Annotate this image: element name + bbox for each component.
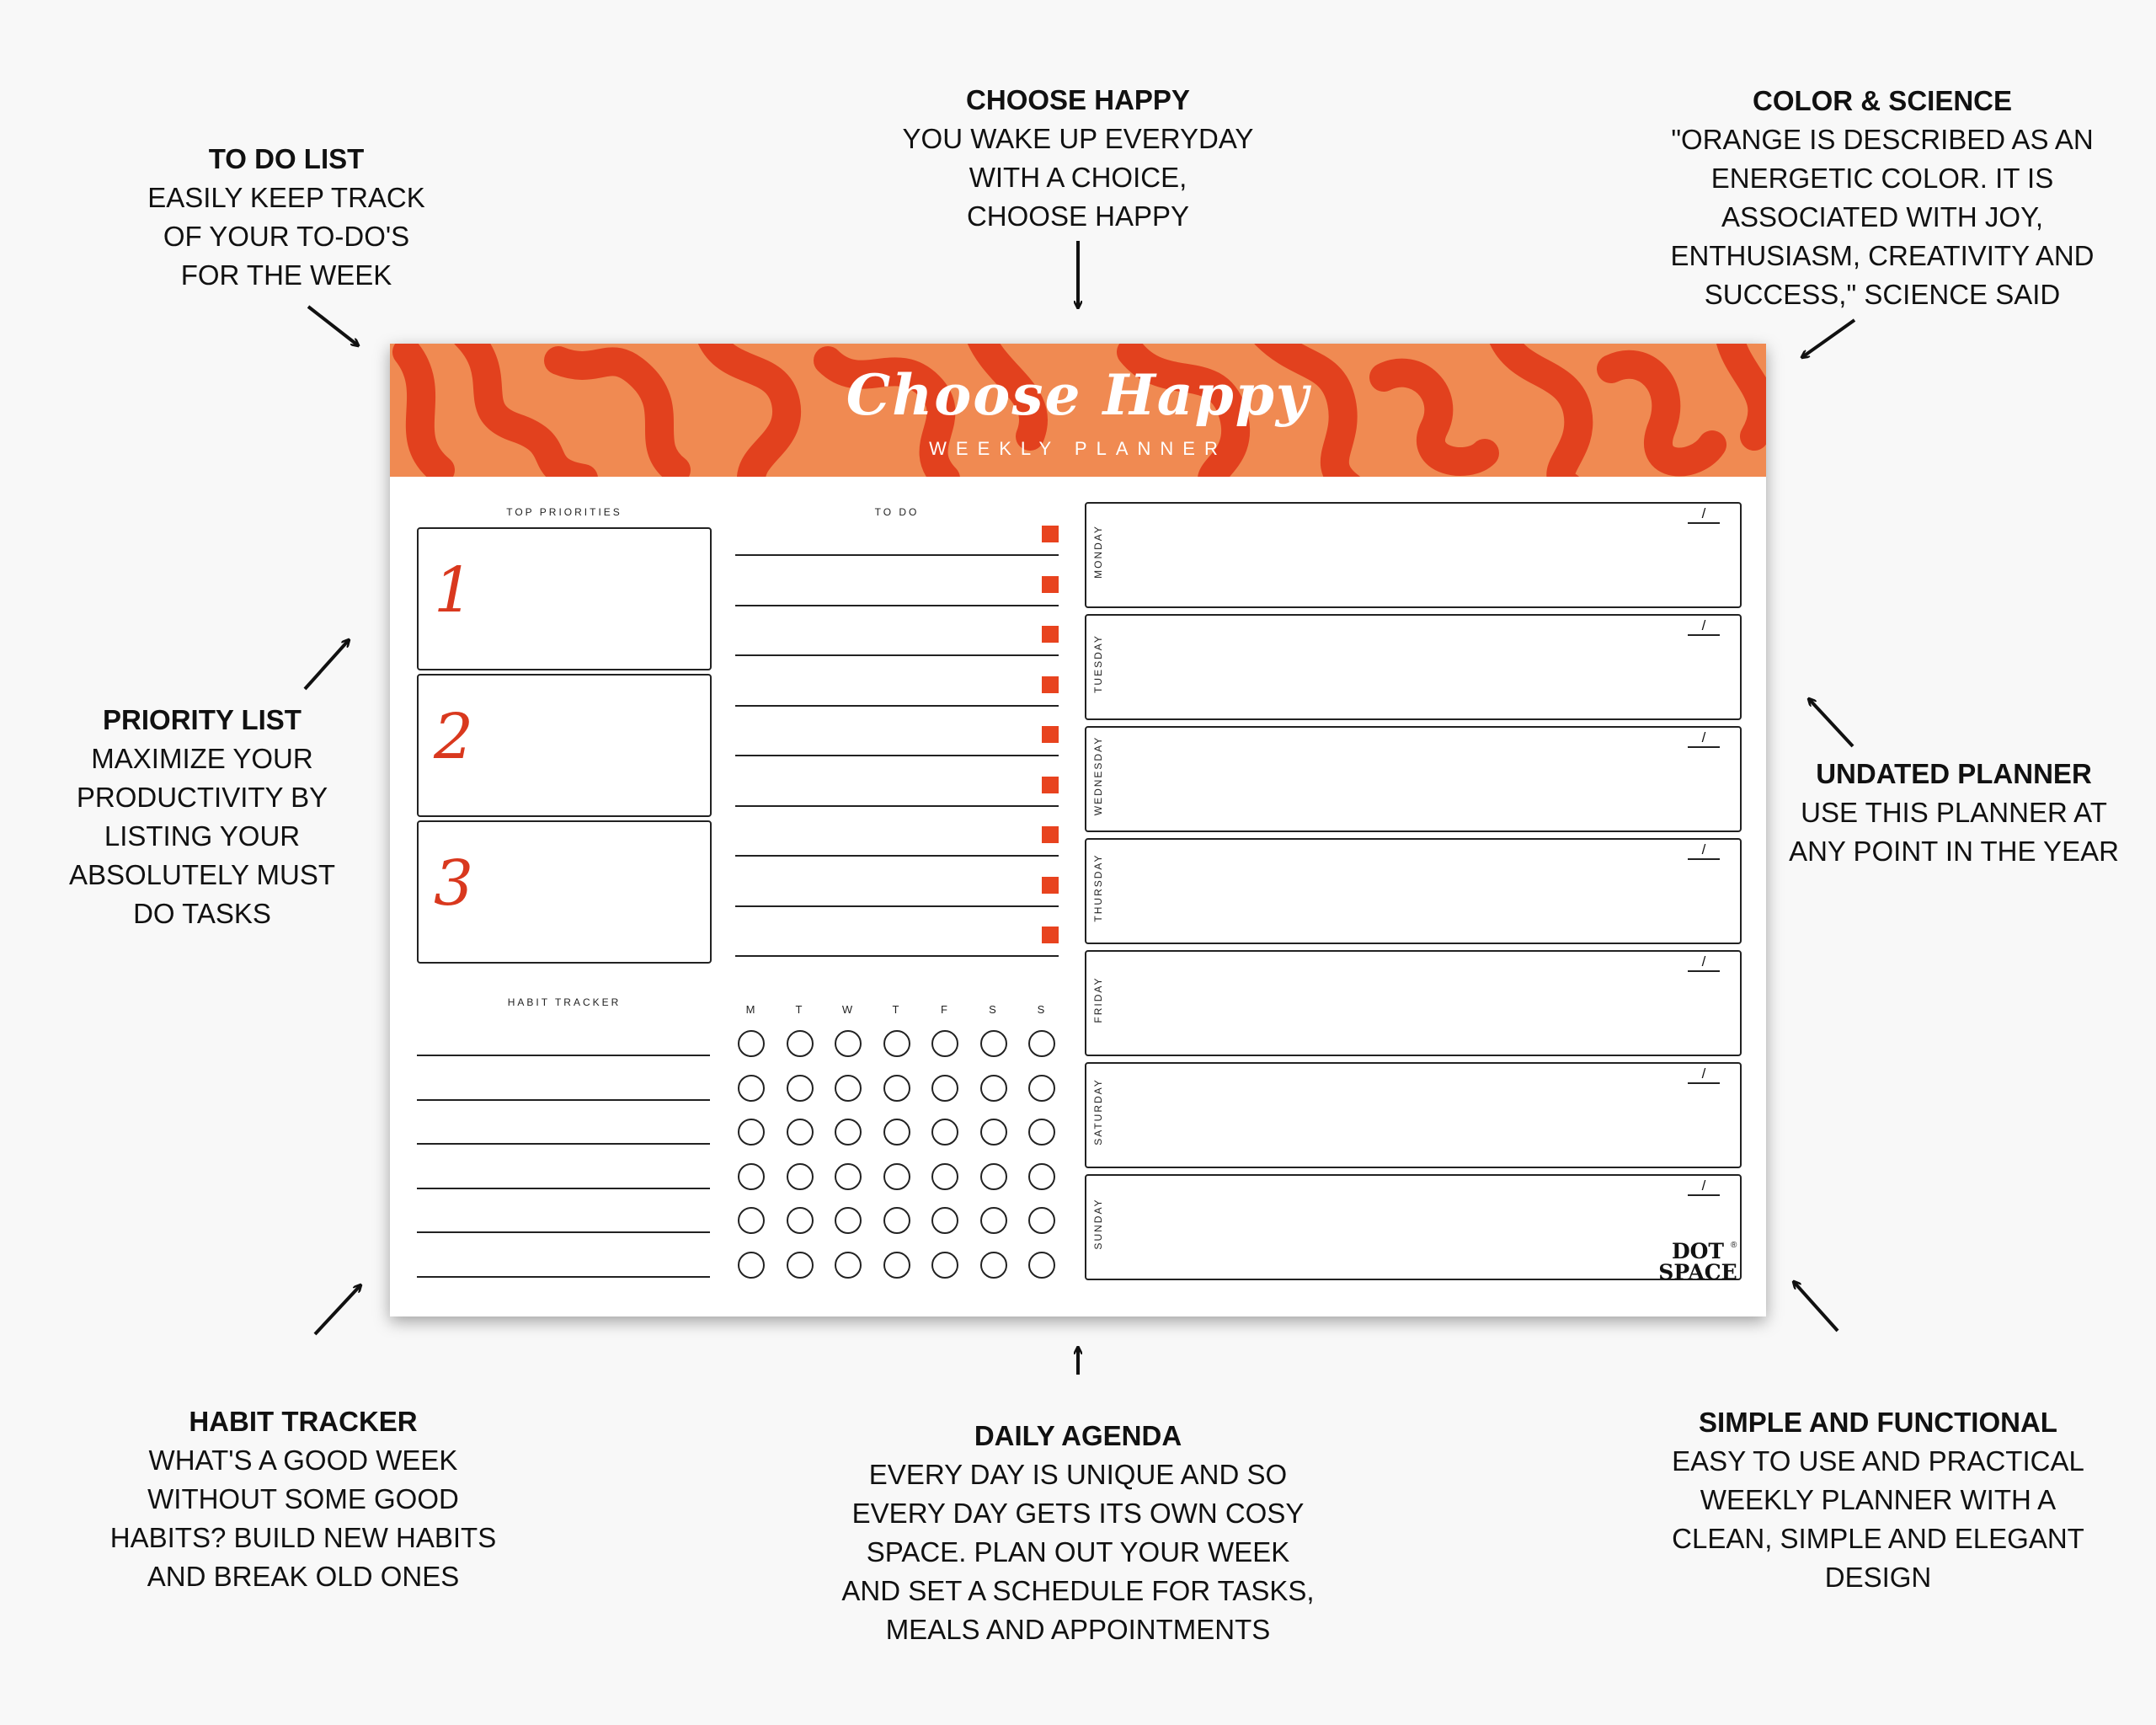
- habit-circle[interactable]: [787, 1207, 814, 1234]
- callout-text: HABITS? BUILD NEW HABITS: [109, 1522, 497, 1553]
- callout-title: SIMPLE AND FUNCTIONAL: [1699, 1407, 2057, 1438]
- callout-text: MAXIMIZE YOUR: [91, 743, 313, 774]
- callout-title: PRIORITY LIST: [103, 704, 302, 735]
- priority-box-1[interactable]: [417, 527, 712, 670]
- habit-circle[interactable]: [835, 1030, 862, 1057]
- planner-title: Choose Happy: [846, 362, 1310, 428]
- habit-day-letter: M: [745, 1003, 755, 1016]
- todo-line[interactable]: [735, 705, 1059, 707]
- date-field[interactable]: /: [1688, 617, 1720, 636]
- callout-title: TO DO LIST: [208, 143, 365, 174]
- callout-text: EVERY DAY GETS ITS OWN COSY: [851, 1498, 1305, 1529]
- arrow-icon: [305, 640, 349, 689]
- habit-day-letter: W: [841, 1003, 853, 1016]
- habit-circle[interactable]: [980, 1252, 1007, 1279]
- weekly-planner-sheet: [390, 344, 1766, 1316]
- habit-line[interactable]: [417, 1188, 710, 1189]
- day-name: FRIDAY: [1092, 976, 1104, 1023]
- habit-tracker-heading: HABIT TRACKER: [507, 996, 622, 1008]
- habit-circle[interactable]: [738, 1252, 765, 1279]
- callout-text: WHAT'S A GOOD WEEK: [148, 1445, 458, 1476]
- habit-circle[interactable]: [1028, 1252, 1055, 1279]
- logo-text-2: SPACE: [1658, 1260, 1737, 1284]
- planner-subtitle: WEEKLY PLANNER: [929, 438, 1227, 459]
- habit-circle[interactable]: [1028, 1030, 1055, 1057]
- day-box-tuesday[interactable]: [1085, 614, 1742, 720]
- habit-circle[interactable]: [883, 1030, 910, 1057]
- callout-text: MEALS AND APPOINTMENTS: [885, 1614, 1271, 1645]
- habit-circle[interactable]: [883, 1075, 910, 1102]
- habit-line[interactable]: [417, 1055, 710, 1056]
- date-field[interactable]: /: [1688, 953, 1720, 972]
- callout-title: COLOR & SCIENCE: [1752, 85, 2013, 116]
- todo-line[interactable]: [735, 905, 1059, 907]
- habit-circle[interactable]: [931, 1207, 958, 1234]
- todo-line[interactable]: [735, 755, 1059, 756]
- callout-text: CLEAN, SIMPLE AND ELEGANT: [1672, 1523, 2084, 1554]
- habit-circle[interactable]: [883, 1119, 910, 1146]
- callout-text: ABSOLUTELY MUST: [68, 859, 336, 890]
- callout-text: EVERY DAY IS UNIQUE AND SO: [868, 1459, 1288, 1490]
- callout-title: DAILY AGENDA: [974, 1420, 1182, 1451]
- callout-text: FOR THE WEEK: [180, 259, 392, 291]
- callout-text: PRODUCTIVITY BY: [76, 782, 328, 813]
- arrow-icon: [1809, 699, 1853, 746]
- day-box-friday[interactable]: [1085, 950, 1742, 1056]
- habit-circle[interactable]: [980, 1119, 1007, 1146]
- habit-circle[interactable]: [1028, 1207, 1055, 1234]
- habit-line[interactable]: [417, 1099, 710, 1101]
- callout-text: SUCCESS," SCIENCE SAID: [1704, 279, 2061, 310]
- habit-circle[interactable]: [931, 1119, 958, 1146]
- habit-circle[interactable]: [787, 1252, 814, 1279]
- habit-line[interactable]: [417, 1231, 710, 1233]
- todo-checkbox[interactable]: [1042, 576, 1059, 593]
- callout-text: DO TASKS: [133, 898, 271, 929]
- day-name: TUESDAY: [1092, 634, 1104, 693]
- planner-banner: [390, 344, 1766, 477]
- date-field[interactable]: /: [1688, 841, 1720, 860]
- callout-text: YOU WAKE UP EVERYDAY: [902, 123, 1254, 154]
- habit-line[interactable]: [417, 1276, 710, 1278]
- habit-circle[interactable]: [787, 1075, 814, 1102]
- habit-circle[interactable]: [738, 1075, 765, 1102]
- todo-checkbox[interactable]: [1042, 526, 1059, 542]
- todo-checkbox[interactable]: [1042, 726, 1059, 743]
- todo-checkbox[interactable]: [1042, 626, 1059, 643]
- habit-line[interactable]: [417, 1143, 710, 1145]
- arrow-icon: [315, 1285, 360, 1334]
- priority-number: 3: [434, 847, 474, 920]
- habit-day-letter: F: [941, 1003, 947, 1016]
- callout-text: OF YOUR TO-DO'S: [163, 221, 410, 252]
- habit-day-letter: S: [989, 1003, 996, 1016]
- date-field[interactable]: /: [1688, 1178, 1720, 1196]
- habit-day-letter: T: [795, 1003, 803, 1016]
- habit-circle[interactable]: [835, 1207, 862, 1234]
- todo-line[interactable]: [735, 855, 1059, 857]
- callout-title: HABIT TRACKER: [189, 1406, 418, 1437]
- callout-text: WITH A CHOICE,: [969, 162, 1187, 193]
- day-name: WEDNESDAY: [1092, 735, 1104, 816]
- habit-circle[interactable]: [1028, 1163, 1055, 1190]
- habit-circle[interactable]: [980, 1075, 1007, 1102]
- todo-heading: TO DO: [874, 506, 920, 518]
- habit-circle[interactable]: [835, 1075, 862, 1102]
- callout-text: ENERGETIC COLOR. IT IS: [1710, 163, 2054, 194]
- todo-line[interactable]: [735, 805, 1059, 807]
- todo-checkbox[interactable]: [1042, 676, 1059, 693]
- habit-circle[interactable]: [738, 1207, 765, 1234]
- callout-text: ASSOCIATED WITH JOY,: [1721, 201, 2043, 232]
- habit-circle[interactable]: [883, 1252, 910, 1279]
- arrow-icon: [1794, 1282, 1838, 1331]
- habit-circle[interactable]: [835, 1119, 862, 1146]
- habit-circle[interactable]: [738, 1163, 765, 1190]
- habit-circle[interactable]: [787, 1030, 814, 1057]
- priority-box-3[interactable]: [417, 820, 712, 964]
- arrow-icon: [1802, 320, 1854, 357]
- todo-checkbox[interactable]: [1042, 877, 1059, 894]
- callout-text: USE THIS PLANNER AT: [1801, 797, 2107, 828]
- habit-day-letter: S: [1037, 1003, 1045, 1016]
- callout-text: ANY POINT IN THE YEAR: [1789, 836, 2119, 867]
- date-field[interactable]: /: [1688, 1065, 1720, 1084]
- priority-number: 2: [434, 701, 474, 773]
- logo-text-1: DOT: [1671, 1239, 1725, 1263]
- habit-circle[interactable]: [738, 1030, 765, 1057]
- callout-text: EASY TO USE AND PRACTICAL: [1672, 1445, 2084, 1477]
- habit-circle[interactable]: [931, 1163, 958, 1190]
- todo-line[interactable]: [735, 554, 1059, 556]
- day-box-saturday[interactable]: [1085, 1062, 1742, 1168]
- callout-text: DESIGN: [1824, 1562, 1932, 1593]
- date-field[interactable]: /: [1688, 505, 1720, 524]
- habit-circle[interactable]: [931, 1075, 958, 1102]
- habit-circle[interactable]: [787, 1163, 814, 1190]
- habit-day-letter: T: [892, 1003, 899, 1016]
- habit-circle[interactable]: [980, 1207, 1007, 1234]
- habit-circle[interactable]: [883, 1163, 910, 1190]
- callout-title: UNDATED PLANNER: [1816, 758, 2092, 789]
- day-name: SUNDAY: [1092, 1198, 1104, 1250]
- habit-circle[interactable]: [1028, 1075, 1055, 1102]
- todo-checkbox[interactable]: [1042, 826, 1059, 843]
- todo-checkbox[interactable]: [1042, 777, 1059, 793]
- todo-line[interactable]: [735, 955, 1059, 957]
- habit-circle[interactable]: [980, 1163, 1007, 1190]
- habit-circle[interactable]: [787, 1119, 814, 1146]
- habit-circle[interactable]: [835, 1163, 862, 1190]
- callout-text: WITHOUT SOME GOOD: [147, 1483, 459, 1514]
- callout-text: ENTHUSIASM, CREATIVITY AND: [1670, 240, 2095, 271]
- arrow-icon: [308, 307, 358, 345]
- habit-circle[interactable]: [931, 1252, 958, 1279]
- habit-circle[interactable]: [980, 1030, 1007, 1057]
- callout-text: AND BREAK OLD ONES: [147, 1561, 460, 1592]
- callout-title: CHOOSE HAPPY: [966, 84, 1190, 115]
- priority-box-2[interactable]: [417, 674, 712, 817]
- todo-line[interactable]: [735, 654, 1059, 656]
- top-priorities-heading: TOP PRIORITIES: [506, 506, 622, 518]
- day-name: SATURDAY: [1092, 1078, 1104, 1146]
- habit-circle[interactable]: [738, 1119, 765, 1146]
- habit-circle[interactable]: [1028, 1119, 1055, 1146]
- todo-line[interactable]: [735, 605, 1059, 606]
- day-name: THURSDAY: [1092, 853, 1104, 922]
- callout-text: WEEKLY PLANNER WITH A: [1700, 1484, 2057, 1515]
- day-box-sunday[interactable]: [1085, 1174, 1742, 1280]
- logo-registered: ®: [1731, 1241, 1737, 1250]
- day-box-thursday[interactable]: [1085, 838, 1742, 944]
- date-field[interactable]: /: [1688, 729, 1720, 748]
- callout-text: LISTING YOUR: [104, 820, 301, 852]
- day-box-monday[interactable]: [1085, 502, 1742, 608]
- callout-text: AND SET A SCHEDULE FOR TASKS,: [841, 1575, 1315, 1606]
- callout-text: SPACE. PLAN OUT YOUR WEEK: [866, 1536, 1290, 1567]
- habit-circle[interactable]: [883, 1207, 910, 1234]
- habit-circle[interactable]: [931, 1030, 958, 1057]
- day-box-wednesday[interactable]: [1085, 726, 1742, 832]
- callout-text: EASILY KEEP TRACK: [147, 182, 425, 213]
- todo-checkbox[interactable]: [1042, 927, 1059, 943]
- priority-number: 1: [434, 554, 474, 627]
- day-name: MONDAY: [1092, 525, 1104, 579]
- habit-circle[interactable]: [835, 1252, 862, 1279]
- callout-text: CHOOSE HAPPY: [966, 200, 1190, 232]
- callout-text: "ORANGE IS DESCRIBED AS AN: [1671, 124, 2094, 155]
